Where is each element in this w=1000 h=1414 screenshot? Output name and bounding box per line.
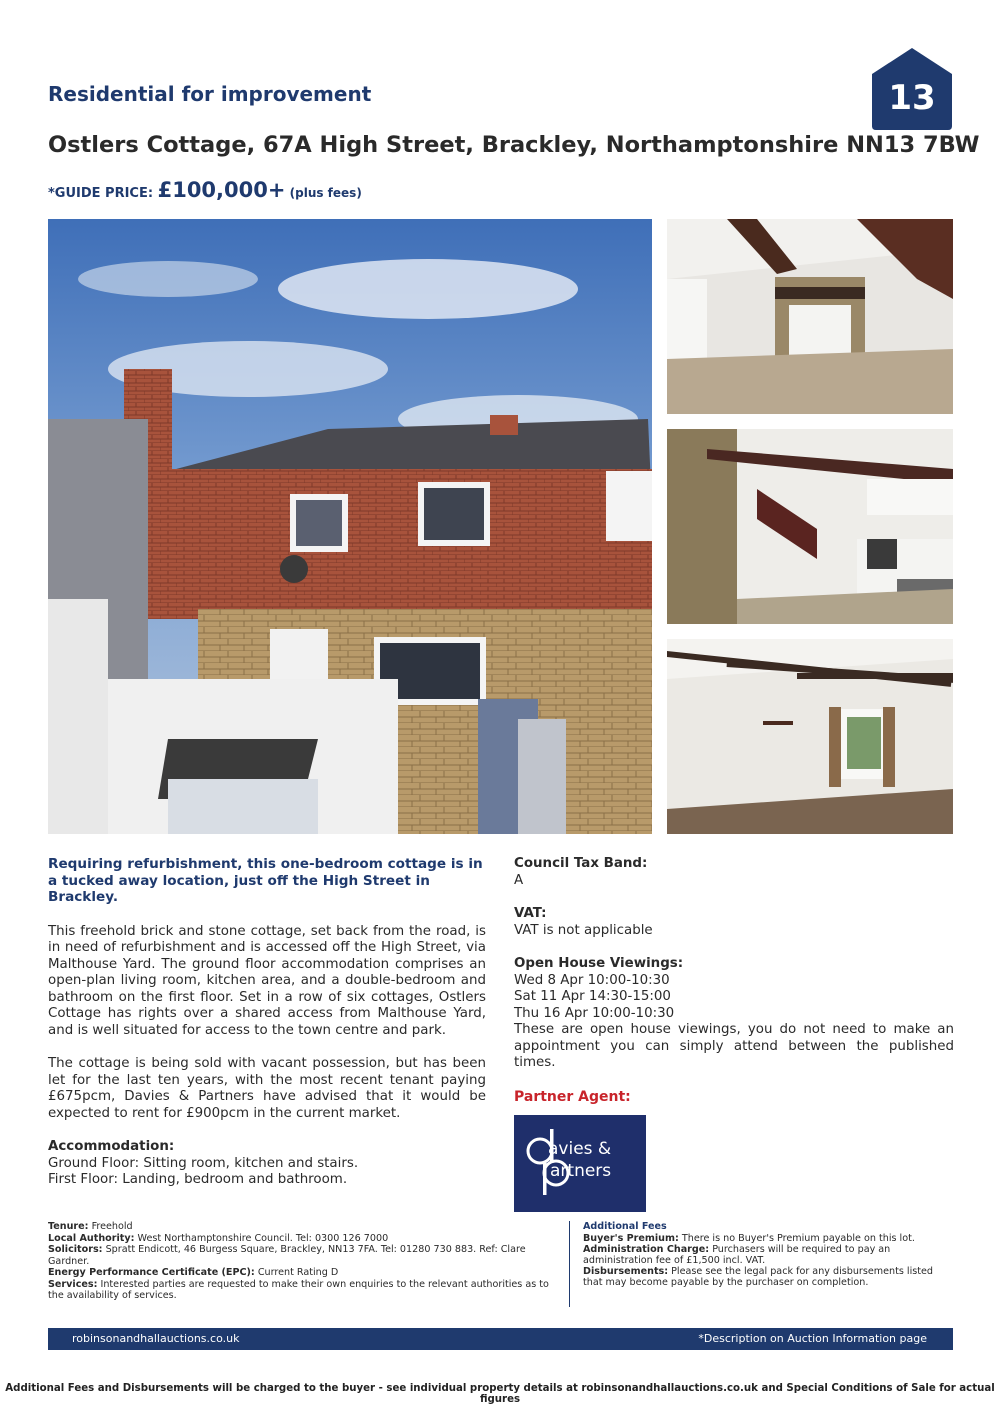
viewing-slot: Sat 11 Apr 14:30-15:00 xyxy=(514,989,671,1004)
admin-label: Administration Charge: xyxy=(583,1244,710,1255)
ground-floor-text: Ground Floor: Sitting room, kitchen and stairs. xyxy=(48,1155,359,1171)
description-paragraph-1: This freehold brick and stone cottage, set back from the road, is in need of refurbishment and is accessed off the High Street, via Malthouse Yard. The ground floor accommodation comprises an open-plan living room, kitchen area, and a double-bedroom and bathroom on the first floor. Set in a row of six cottages, Ostlers Cottage has rights over a shared access from Malthouse Yard, and is well situated for access to the town centre and park. xyxy=(48,923,486,1038)
legal-info xyxy=(48,1221,558,1302)
footer-bar xyxy=(48,1328,953,1350)
guide-price-label: *GUIDE PRICE: xyxy=(48,186,158,201)
website-link[interactable]: robinsonandhallauctions.co.uk xyxy=(72,1332,240,1345)
tenure-value: Freehold xyxy=(91,1221,133,1232)
additional-fees xyxy=(583,1221,953,1288)
property-address: Ostlers Cottage, 67A High Street, Brackley, Northamptonshire NN13 7BW xyxy=(48,132,980,158)
authority-label: Local Authority: xyxy=(48,1232,135,1244)
description-paragraph-2: The cottage is being sold with vacant possession, but has been let for the last ten years, with the most recent tenant paying £675pcm, Davies & Partners have advised that it would be expected to rent for £900pcm in the current market. xyxy=(48,1056,486,1121)
details-column xyxy=(514,856,954,1105)
description-column xyxy=(48,856,486,1189)
guide-price-value: £100,000+ xyxy=(157,178,286,202)
category-heading: Residential for improvement xyxy=(48,82,372,106)
first-floor-text: First Floor: Landing, bedroom and bathroom. xyxy=(48,1172,348,1187)
services-value: Interested parties are requested to make their own enquiries to the relevant authorities as to the availability of services. xyxy=(48,1278,549,1301)
premium-label: Buyer's Premium: xyxy=(583,1233,679,1244)
council-tax-value: A xyxy=(514,872,524,888)
lot-badge xyxy=(872,48,952,130)
fees-disclaimer: Additional Fees and Disbursements will be charged to the buyer - see individual property details at robinsonandhallauctions.co.uk and Special Conditions of Sale for actual figures xyxy=(5,1383,995,1405)
partner-agent-heading: Partner Agent: xyxy=(514,1088,631,1105)
viewing-slot: Wed 8 Apr 10:00-10:30 xyxy=(514,972,670,988)
tenure-label: Tenure: xyxy=(48,1221,89,1232)
vat-value: VAT is not applicable xyxy=(514,922,653,938)
guide-price-fees: (plus fees) xyxy=(285,186,362,200)
kitchen-photo xyxy=(667,429,953,624)
disbursements-label: Disbursements: xyxy=(583,1266,669,1277)
epc-value: Current Rating D xyxy=(257,1267,339,1278)
viewings-note: These are open house viewings, you do not need to make an appointment you can simply attend between the published times. xyxy=(514,1022,954,1070)
bedroom-photo xyxy=(667,639,953,834)
authority-value: West Northamptonshire Council. Tel: 0300 126 7000 xyxy=(137,1232,389,1244)
intro-text: Requiring refurbishment, this one-bedroom cottage is in a tucked away location, just off the High Street in Brackley. xyxy=(48,856,483,905)
logo-line-2: artners xyxy=(550,1161,612,1181)
solicitors-value: Spratt Endicott, 46 Burgess Square, Brackley, NN13 7FA. Tel: 01280 730 883. Ref: Clare Gardner. xyxy=(48,1244,526,1267)
guide-price xyxy=(48,178,362,202)
davies-partners-logo xyxy=(514,1115,646,1212)
legal-divider xyxy=(569,1221,570,1307)
disbursements-value: Please see the legal pack for any disbursements listed that may become payable by the purchaser on completion. xyxy=(583,1266,933,1288)
services-label: Services: xyxy=(48,1278,98,1290)
admin-value: Purchasers will be required to pay an administration fee of £1,500 incl. VAT. xyxy=(583,1244,891,1266)
vat-heading: VAT: xyxy=(514,906,547,921)
epc-label: Energy Performance Certificate (EPC): xyxy=(48,1267,255,1278)
viewings-heading: Open House Viewings: xyxy=(514,956,684,971)
solicitors-label: Solicitors: xyxy=(48,1244,103,1255)
living-room-photo xyxy=(667,219,953,414)
fees-title: Additional Fees xyxy=(583,1221,667,1232)
premium-value: There is no Buyer's Premium payable on this lot. xyxy=(681,1233,915,1244)
main-exterior-photo xyxy=(48,219,652,834)
lot-number: 13 xyxy=(888,78,936,118)
footer-note: *Description on Auction Information page xyxy=(698,1332,927,1345)
accommodation-heading: Accommodation: xyxy=(48,1139,175,1154)
council-tax-heading: Council Tax Band: xyxy=(514,856,648,871)
logo-line-1: avies & xyxy=(548,1139,612,1159)
viewing-slot: Thu 16 Apr 10:00-10:30 xyxy=(514,1005,675,1021)
